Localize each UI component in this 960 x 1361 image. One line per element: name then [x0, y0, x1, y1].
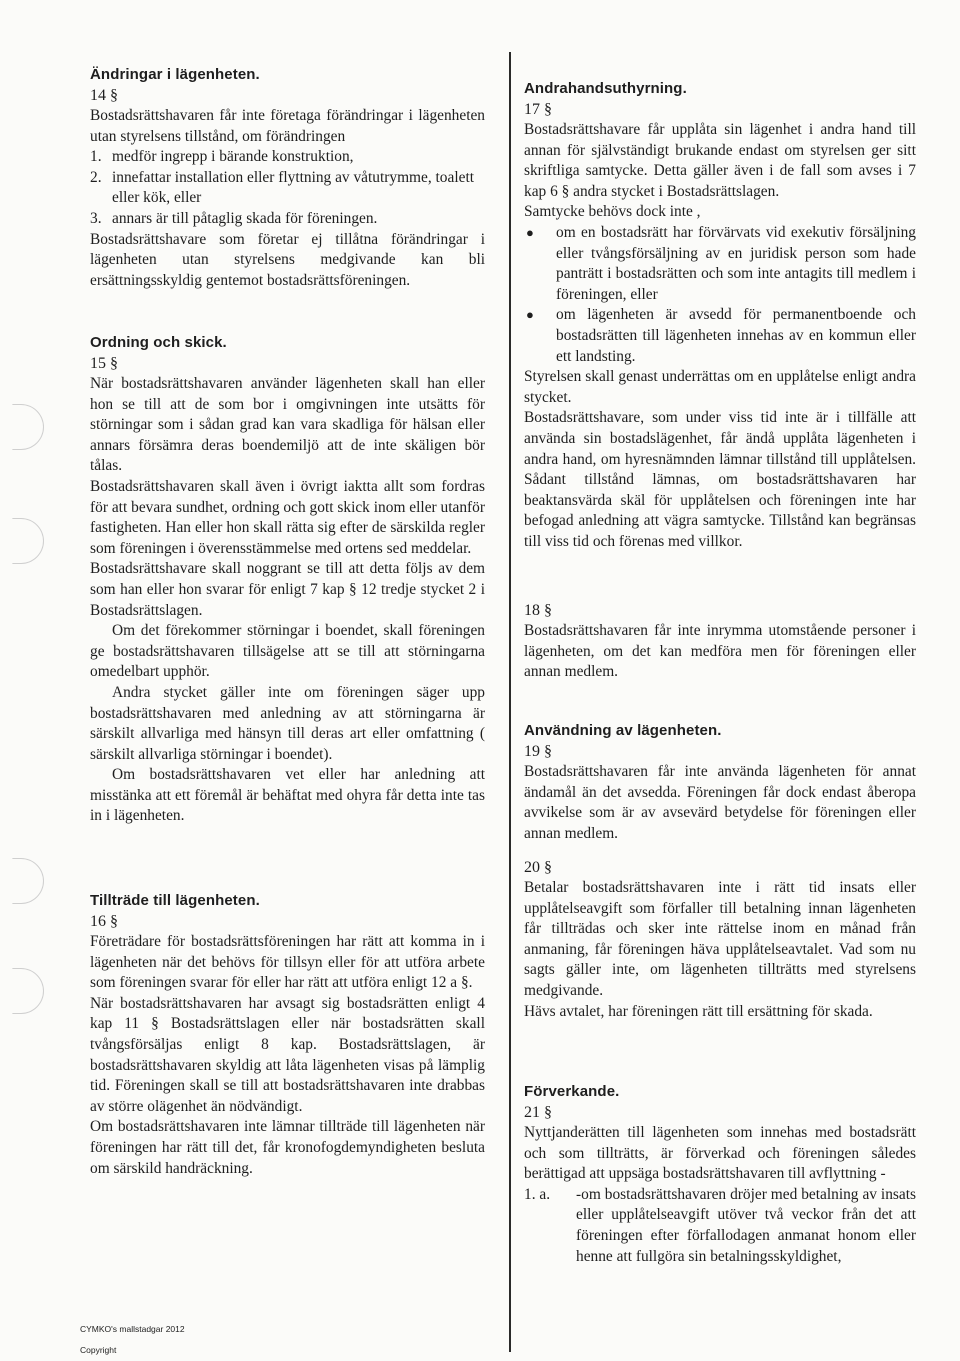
section-heading: Förverkande. — [524, 1083, 620, 1100]
paragraph-number: 21 § — [524, 1104, 552, 1121]
paragraph-text: Om bostadsrättshavaren vet eller har anledning att misstänka att ett föremål är behäftat med ohyra får detta inte tas in i lägenheten. — [90, 766, 485, 825]
paragraph-text: Bostadsrättshavare som företar ej tillåtna förändringar i lägenheten utan styrelsens medgivande kan bli ersättningsskyldig gentemot bostadsrättsföreningen. — [90, 230, 485, 289]
section-heading: Ordning och skick. — [90, 334, 227, 351]
list-item — [524, 1185, 916, 1267]
section-19 — [524, 722, 916, 844]
paragraph-text: Bostadsrättshavaren skall även i övrigt iaktta allt som fordras för att bevara sundhet, ordning och gott skick inom eller utanför fastigheten. Han eller hon skall rätta sig efter de särskilda regler som föreningen i överensstämmelse med ortens sed meddelar. — [90, 477, 485, 557]
paragraph-text: Styrelsen skall genast underrättas om en upplåtelse enligt andra stycket. — [524, 368, 916, 406]
paragraph-number: 18 § — [524, 602, 552, 619]
paragraph-text: Hävs avtalet, har föreningen rätt till ersättning för skada. — [524, 1002, 873, 1020]
section-heading: Tillträde till lägenheten. — [90, 892, 260, 909]
section-21 — [524, 1083, 916, 1267]
paragraph-text: Nyttjanderätten till lägenheten som innehas med bostadsrätt och som tillträtts, är förverkad och föreningen således berättigad att uppsäga bostadsrättshavaren till avflyttning - — [524, 1124, 916, 1183]
bullet-text: om lägenheten är avsedd för permanentboende och bostadsrätten till lägenheten innehas av en kommun eller ett landsting. — [556, 306, 916, 365]
paragraph-text: Om det förekommer störningar i boendet, skall föreningen ge bostadsrättshavaren tillsägelse att se till att störningarna omedelbart upphör. — [90, 622, 485, 681]
paragraph-text: Om bostadsrättshavaren inte lämnar tillträde till lägenheten när föreningen har rätt till det, får kronofogdemyndigheten besluta om särskild handräckning. — [90, 1118, 485, 1177]
footer-template-name: CYMKO's mallstadgar 2012 — [80, 1324, 185, 1334]
list-item — [90, 209, 485, 230]
paragraph-text: Bostadsrättshavaren får inte inrymma utomstående personer i lägenheten, om det kan medföra men för föreningen eller annan medlem. — [524, 622, 916, 681]
paragraph-number: 20 § — [524, 859, 552, 876]
section-20 — [524, 858, 916, 1022]
bullet-icon: ● — [526, 307, 534, 323]
bullet-item — [524, 305, 916, 367]
paragraph-number: 15 § — [90, 355, 118, 372]
paragraph-text: Samtycke behövs dock inte , — [524, 203, 701, 221]
paragraph-number: 14 § — [90, 87, 118, 104]
bullet-item — [524, 223, 916, 305]
paragraph-text: När bostadsrättshavaren har avsagt sig bostadsrätten enligt 4 kap 11 § Bostadsrättslagen eller när bostadsrätten skall tvångsförsäljas enligt 8 kap. Bostadsrättslagen, är bostadsrättshavaren skyldig att låta lägenheten visas på lämplig tid. Föreningen skall se till att bostadsrättshavaren inte drabbas av större olägenhet än nödvändigt. — [90, 994, 485, 1115]
list-text: -om bostadsrättshavaren dröjer med betalning av insats eller upplåtelseavgift utöver två veckor från det att föreningen efter förfallodagen anmanat honom eller henne att fullgöra sin betalningsskyldighet, — [576, 1185, 916, 1265]
list-text: annars är till påtaglig skada för föreningen. — [112, 209, 378, 227]
bullet-icon: ● — [526, 224, 534, 240]
bullet-text: om en bostadsrätt har förvärvats vid exekutiv försäljning eller tvångsförsäljning av en juridisk person som hade panträtt i bostadsrätten och som inte antagits till medlem i föreningen, eller — [556, 223, 916, 303]
section-14 — [90, 66, 485, 291]
list-number: 2. — [90, 168, 102, 186]
paragraph-text: När bostadsrättshavaren använder lägenheten skall han eller hon se till att de som bor i omgivningen inte utsätts för störningar som i sådan grad kan vara skadliga för hälsan eller annars försämra deras boendemiljö att de inte skäligen bör tålas. — [90, 375, 485, 475]
list-number: 1. a. — [524, 1185, 551, 1203]
list-number: 3. — [90, 209, 102, 227]
paragraph-text: Bostadsrättshavaren får inte företaga förändringar i lägenheten utan styrelsens tillstånd, om förändringen — [90, 107, 485, 145]
paragraph-text: Bostadsrättshavare, som under viss tid inte är i tillfälle att använda sin bostadslägenhet, får ändå upplåta lägenheten i andra hand, om hyresnämnden lämnar tillstånd till upplåtelsen. Sådant tillstånd lämnas, om bostadsrättshavaren har beaktansvärda skäl för upplåtelsen och föreningen inte har befogad anledning att vägra samtycke. Tillstånd kan begränsas till viss tid och förenas med villkor. — [524, 409, 916, 550]
punch-hole — [12, 968, 44, 1014]
paragraph-number: 17 § — [524, 101, 552, 118]
list-text: medför ingrepp i bärande konstruktion, — [112, 148, 354, 166]
list-item — [90, 168, 485, 209]
footer-copyright: Copyright — [80, 1345, 117, 1355]
punch-hole — [12, 858, 44, 904]
section-heading: Andrahandsuthyrning. — [524, 80, 687, 97]
list-text: innefattar installation eller flyttning av våtutrymme, toalett eller kök, eller — [112, 168, 474, 207]
list-item — [90, 147, 485, 168]
punch-hole — [12, 518, 44, 564]
section-16 — [90, 892, 485, 1179]
paragraph-text: Betalar bostadsrättshavaren inte i rätt tid insats eller upplåtelseavgift som förfaller till betalning innan lägenheten får tillträdas och sker inte rättelse inom en månad från anmaning, får föreningen häva upplåtelseavtalet. Vad som nu sagts gäller inte, om lägenheten tillträtts med styrelsens medgivande. — [524, 879, 916, 999]
list-number: 1. — [90, 148, 102, 166]
paragraph-text: Bostadsrättshavaren får inte använda lägenheten för annat ändamål än det avsedda. Föreningen får dock endast åberopa avvikelse som är av avsevärd betydelse för föreningen eller annan medlem. — [524, 763, 916, 842]
paragraph-text: Bostadsrättshavare skall noggrant se till att detta följs av dem som han eller hon svarar för enligt 7 kap § 12 tredje stycket 2 i Bostadsrättslagen. — [90, 560, 485, 619]
punch-hole — [12, 404, 44, 450]
paragraph-number: 19 § — [524, 743, 552, 760]
section-18 — [524, 601, 916, 683]
section-15 — [90, 334, 485, 827]
paragraph-number: 16 § — [90, 913, 118, 930]
column-divider — [509, 52, 511, 1352]
paragraph-text: Andra stycket gäller inte om föreningen säger upp bostadsrättshavaren med anledning av att störningarna är särskilt allvarliga med hänsyn till deras art eller omfattning ( särskilt allvarliga störningar i boendet). — [90, 683, 485, 763]
section-heading: Ändringar i lägenheten. — [90, 66, 260, 83]
paragraph-text: Bostadsrättshavare får upplåta sin lägenhet i andra hand till annan för självständigt brukande endast om styrelsen ger sitt skriftliga samtycke. Detta gäller även i de fall som avses i 7 kap 6 § andra stycket i Bostadsrättslagen. — [524, 121, 916, 200]
section-17 — [524, 80, 916, 552]
paragraph-text: Företrädare för bostadsrättsföreningen har rätt att komma in i lägenheten när det behövs för tillsyn eller för att utföra arbete som föreningen svarar för eller har rätt att utföra enligt 12 a §. — [90, 933, 485, 992]
section-heading: Användning av lägenheten. — [524, 722, 722, 739]
